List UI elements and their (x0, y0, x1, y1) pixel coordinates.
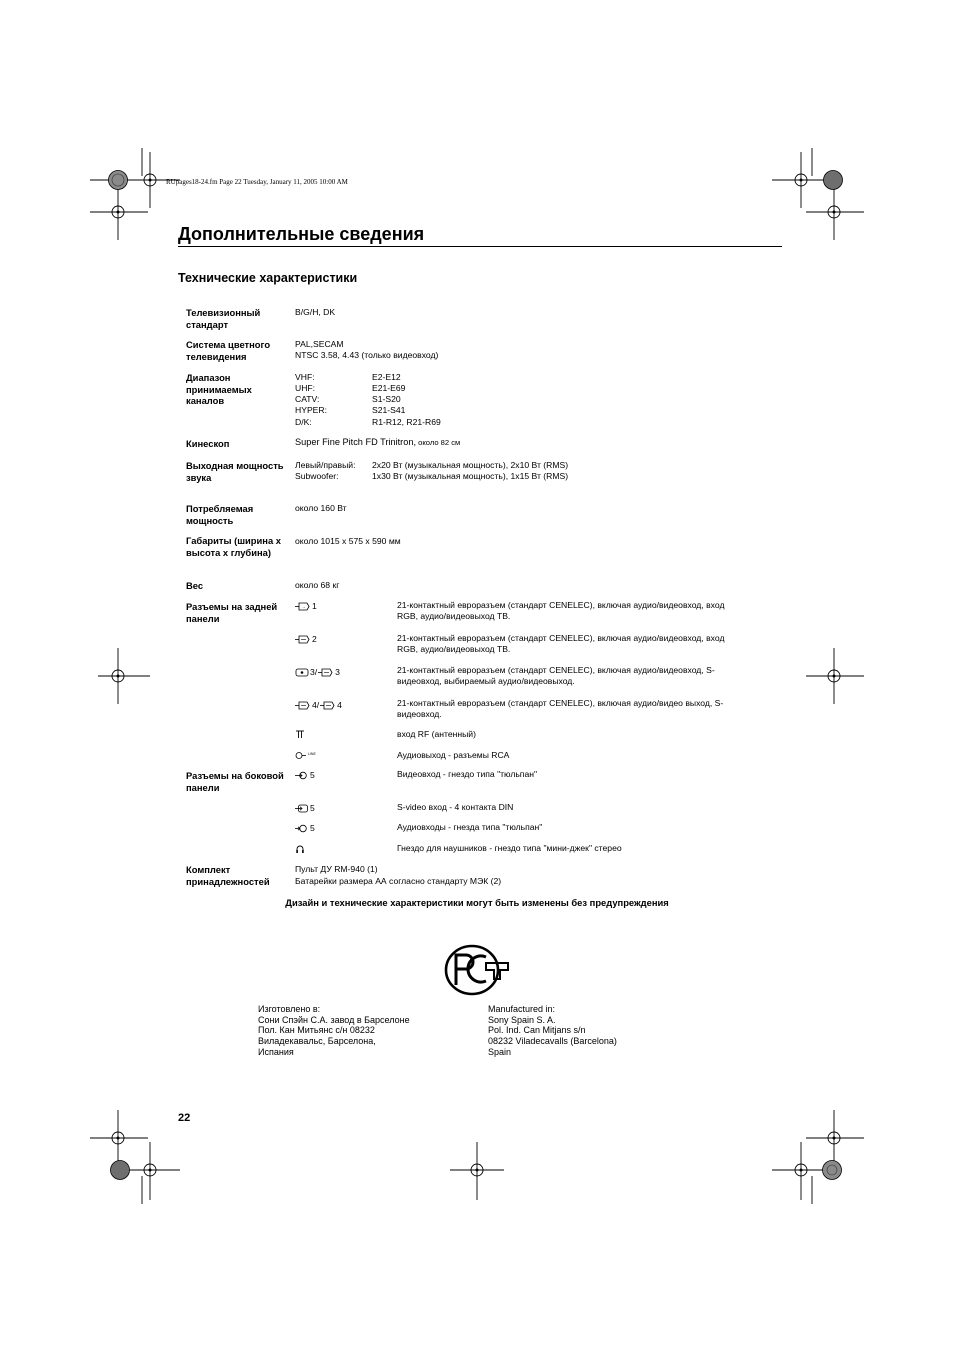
connector-number: 5 (310, 770, 315, 780)
side-connector-desc: Гнездо для наушников - гнездо типа "мини-джек" стерео (397, 843, 622, 853)
print-slug: RUpages18-24.fm Page 22 Tuesday, January 11, 2005 10:00 AM (166, 178, 348, 186)
s-video-scart-icon (295, 668, 309, 677)
side-connector-desc: Видеовход - гнездо типа "тюльпан" (397, 769, 538, 779)
side-connector-svideo (295, 803, 315, 814)
manufacturer-ru (258, 1004, 410, 1058)
channel-range: E21-E69 (372, 383, 406, 393)
tube-model: Super Fine Pitch FD Trinitron, (295, 437, 417, 447)
sound-power: 2x20 Вт (музыкальная мощность), 2x10 Вт (RMS) (372, 460, 569, 470)
rear-connector-antenna (295, 729, 305, 739)
scart-icon (318, 668, 334, 677)
channel-band: HYPER: (295, 405, 327, 415)
channel-band: D/K: (295, 417, 312, 427)
spec-value-accessories-2: Батарейки размера АА согласно стандарту МЭК (2) (295, 876, 502, 886)
channel-band: CATV: (295, 394, 320, 404)
manufacturer-ru-line: Сони Спэйн С.А. завод в Барселоне (258, 1014, 410, 1025)
spec-value-dimensions: около 1015 x 575 x 590 мм (295, 536, 401, 546)
side-connector-desc: S-video вход - 4 контакта DIN (397, 802, 514, 812)
spec-label-sound: Выходная мощность звука (186, 460, 284, 483)
spec-label-rear-panel: Разъемы на задней панели (186, 601, 278, 624)
video-in-icon (295, 771, 309, 780)
side-connector-audio (295, 823, 315, 834)
audio-out-icon-label: LINE (308, 752, 316, 756)
manufacturer-en-line: Spain (488, 1046, 512, 1057)
manufacturer-en-line: Pol. Ind. Can Mitjans s/n (488, 1025, 586, 1036)
rear-connector-2 (295, 634, 317, 645)
spec-label-color-system: Система цветного телевидения (186, 339, 271, 362)
scart-icon (295, 602, 311, 611)
manufacturer-ru-line: Виладекавальс, Барселона, (258, 1036, 376, 1047)
connector-number: 1 (312, 601, 317, 611)
rear-connector-desc: 21-контактный евроразъем (стандарт CENELEC), включая аудио/видеовход, S-видеовход, выбираемый аудио/видеовыход. (397, 665, 715, 686)
rear-connector-4 (295, 700, 342, 711)
page-title: Дополнительные сведения (178, 224, 425, 244)
channel-band: UHF: (295, 383, 316, 393)
sound-channel: Левый/правый: (295, 460, 356, 470)
antenna-icon (295, 729, 305, 739)
connector-number: 4 (337, 700, 342, 710)
rear-connector-audio-out (295, 750, 316, 761)
connector-number: 2 (312, 634, 317, 644)
spec-value-tube (295, 437, 460, 448)
manufacturer-en (488, 1004, 617, 1058)
channel-range: E2-E12 (372, 372, 401, 382)
channel-range: R1-R12, R21-R69 (372, 417, 441, 427)
rear-connector-1 (295, 601, 317, 612)
scart-icon (320, 701, 336, 710)
spec-value-consumption: около 160 Вт (295, 503, 347, 513)
headphones-icon (295, 844, 305, 854)
scart-icon (295, 635, 311, 644)
spec-label-tube: Кинескоп (186, 438, 230, 449)
title-divider (178, 246, 782, 247)
channel-range: S1-S20 (372, 394, 401, 404)
disclaimer-note: Дизайн и технические характеристики могут быть изменены без предупреждения (285, 897, 669, 908)
spec-label-tv-standard: Телевизионный стандарт (186, 307, 261, 330)
manufacturer-ru-line: Пол. Кан Митьянс с/н 08232 (258, 1025, 375, 1036)
connector-number: 3/ (310, 667, 318, 677)
connector-number: 3 (335, 667, 340, 677)
svg-text:→: → (301, 604, 306, 610)
rear-connector-desc: Аудиовыход - разъемы RCA (397, 750, 510, 760)
side-connector-desc: Аудиовходы - гнезда типа "тюльпан" (397, 822, 543, 832)
scart-icon (295, 701, 311, 710)
sound-channel: Subwoofer: (295, 471, 339, 481)
connector-number: 4/ (312, 700, 320, 710)
channel-band: VHF: (295, 372, 315, 382)
spec-value-accessories-1: Пульт ДУ RM-940 (1) (295, 864, 378, 874)
connector-number: 5 (310, 823, 315, 833)
manufacturer-ru-line: Испания (258, 1046, 294, 1057)
rear-connector-desc: 21-контактный евроразъем (стандарт CENELEC), включая аудио/видеовход, вход RGB, аудио/видеовыход ТВ. (397, 600, 725, 621)
spec-label-accessories: Комплект принадлежностей (186, 864, 270, 887)
section-title: Технические характеристики (178, 271, 358, 285)
spec-label-side-panel: Разъемы на боковой панели (186, 770, 284, 793)
manufacturer-en-line: Sony Spain S. A. (488, 1014, 556, 1025)
rear-connector-desc: 21-контактный евроразъем (стандарт CENELEC), включая аудио/видео выход, S-видеовход. (397, 698, 724, 719)
spec-value-tv-standard: B/G/H, DK (295, 307, 336, 317)
spec-label-weight: Вес (186, 580, 204, 591)
tube-size: около 82 см (416, 438, 461, 447)
rear-connector-3 (295, 667, 340, 678)
spec-value-color-system-2: NTSC 3.58, 4.43 (только видеовход) (295, 350, 439, 360)
manufacturer-en-line: Manufactured in: (488, 1004, 556, 1014)
s-video-in-icon (295, 804, 309, 813)
spec-value-color-system-1: PAL,SECAM (295, 339, 344, 349)
rst-certification-logo (442, 943, 512, 997)
connector-number: 5 (310, 803, 315, 813)
manufacturer-en-line: 08232 Viladecavalls (Barcelona) (488, 1036, 617, 1047)
rear-connector-desc: 21-контактный евроразъем (стандарт CENELEC), включая аудио/видеовход, вход RGB, аудио/видеовыход ТВ. (397, 633, 725, 654)
side-connector-headphones (295, 844, 305, 854)
manufacturer-ru-line: Изготовлено в: (258, 1004, 321, 1014)
spec-label-consumption: Потребляемая мощность (186, 503, 254, 526)
side-connector-video (295, 770, 315, 781)
spec-label-dimensions: Габариты (ширина х высота х глубина) (186, 535, 281, 558)
audio-in-icon (295, 824, 309, 833)
page-number: 22 (178, 1112, 191, 1124)
rear-connector-desc: вход RF (антенный) (397, 729, 476, 739)
spec-value-weight: около 68 кг (295, 580, 340, 590)
spec-label-channels: Диапазон принимаемых каналов (186, 372, 252, 406)
channel-range: S21-S41 (372, 405, 406, 415)
sound-power: 1x30 Вт (музыкальная мощность), 1x15 Вт (RMS) (372, 471, 569, 481)
